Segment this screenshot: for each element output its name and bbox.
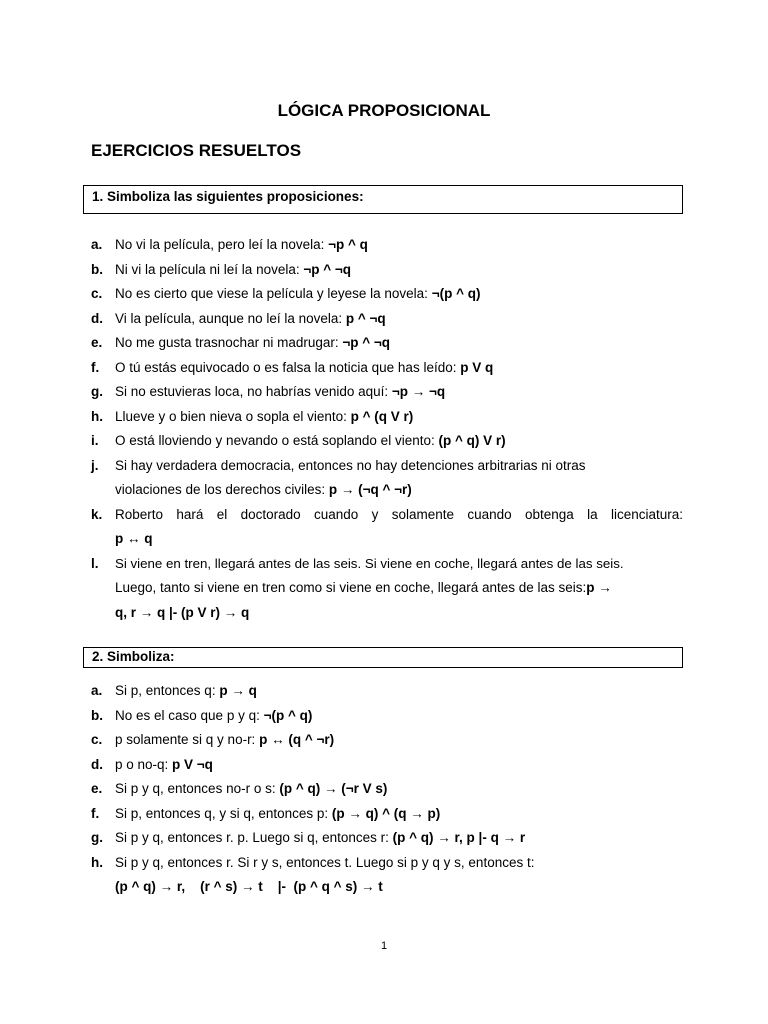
section-1-list <box>91 233 683 625</box>
list-item: a. Si p, entonces q: p → q <box>91 683 257 698</box>
list-item: e. Si p y q, entonces no-r o s: (p ^ q) → (¬r V s) <box>91 781 388 796</box>
list-item: f. O tú estás equivocado o es falsa la noticia que has leído: p V q <box>91 359 494 375</box>
list-item: g. Si p y q, entonces r. p. Luego si q, entonces r: (p ^ q) → r, p |- q → r <box>91 830 526 845</box>
document-title: LÓGICA PROPOSICIONAL <box>277 101 491 120</box>
list-item: d. Vi la película, aunque no leí la novela: p ^ ¬q <box>91 310 386 326</box>
section-1-heading: 1. Simboliza las siguientes proposiciones: <box>83 185 683 214</box>
list-item: a. No vi la película, pero leí la novela: ¬p ^ q <box>91 237 368 252</box>
list-item: i. O está lloviendo y nevando o está soplando el viento: (p ^ q) V r) <box>91 433 506 448</box>
list-item: b. No es el caso que p y q: ¬(p ^ q) <box>91 707 313 723</box>
list-item: c. No es cierto que viese la película y leyese la novela: ¬(p ^ q) <box>91 286 481 301</box>
list-item: c. p solamente si q y no-r: p ↔ (q ^ ¬r) <box>91 732 335 747</box>
list-item: k. Roberto hará el doctorado cuando y solamente cuando obtenga la licenciatura: p ↔ q <box>91 506 683 546</box>
list-item: j. Si hay verdadera democracia, entonces no hay detenciones arbitrarias ni otras violaciones de los derechos civiles: p → (¬q ^ ¬r) <box>91 457 586 497</box>
document-subtitle: EJERCICIOS RESUELTOS <box>91 141 302 160</box>
list-item: f. Si p, entonces q, y si q, entonces p: (p → q) ^ (q → p) <box>91 805 441 821</box>
list-item: h. Llueve y o bien nieva o sopla el viento: p ^ (q V r) <box>91 408 414 424</box>
list-item: g. Si no estuvieras loca, no habrías venido aquí: ¬p → ¬q <box>91 384 446 399</box>
list-item: e. No me gusta trasnochar ni madrugar: ¬p ^ ¬q <box>91 335 391 350</box>
section-2-list <box>91 679 683 900</box>
section-2-heading: 2. Simboliza: <box>83 647 683 668</box>
page-number: 1 <box>380 940 388 952</box>
list-item: d. p o no-q: p V ¬q <box>91 756 213 772</box>
list-item: h. Si p y q, entonces r. Si r y s, entonces t. Luego si p y q y s, entonces t: (p ^ q) → r, (r ^ s) → t |- (p ^ q ^ s) → t <box>91 854 535 894</box>
list-item: l. Si viene en tren, llegará antes de las seis. Si viene en coche, llegará antes de las seis. Luego, tanto si viene en tren como si viene en coche, llegará antes de las seis:p → q, r → q |- (p V r) → q <box>91 555 624 620</box>
list-item: b. Ni vi la película ni leí la novela: ¬p ^ ¬q <box>91 261 352 277</box>
